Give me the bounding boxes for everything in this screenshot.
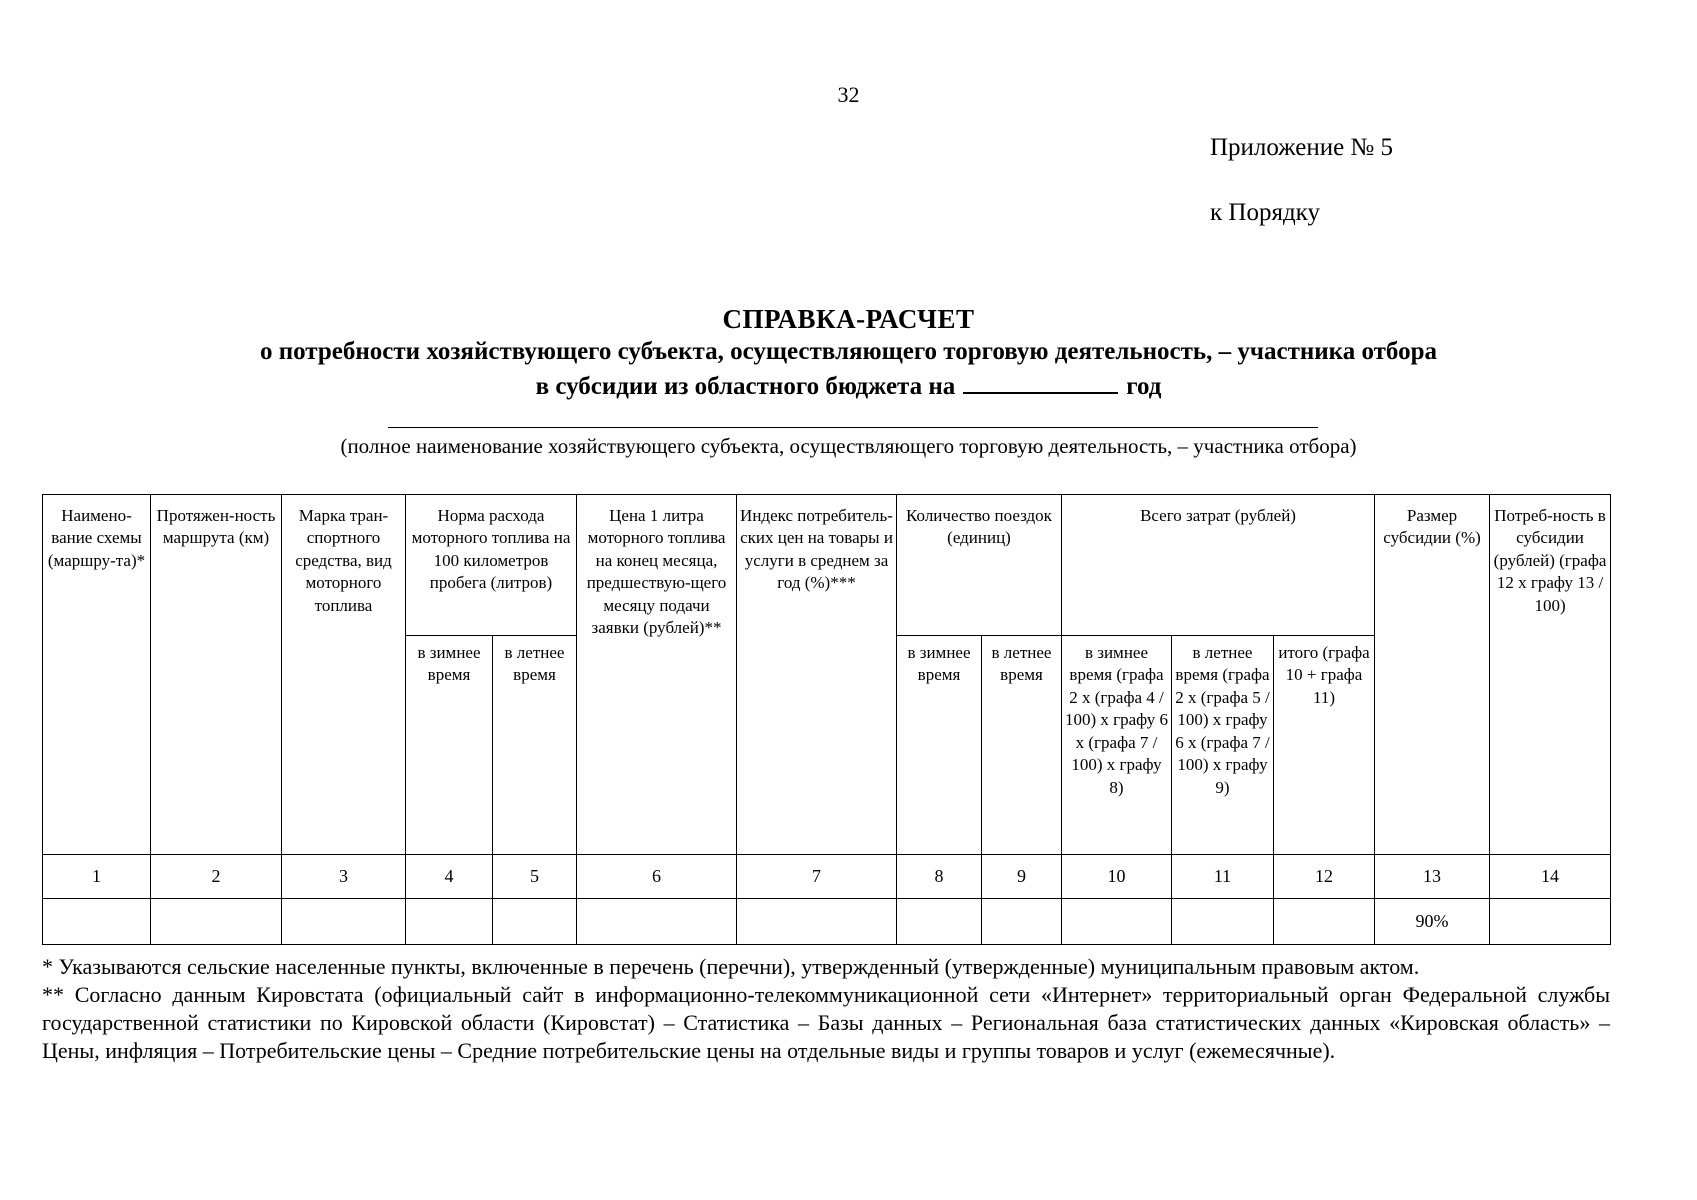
subtitle-text-before: в субсидии из областного бюджета на xyxy=(535,373,956,400)
column-number: 2 xyxy=(151,855,282,899)
column-number-row xyxy=(43,855,1611,899)
header-fuel-rate-group: Норма расхода моторного топлива на 100 километров пробега (литров) xyxy=(406,495,577,636)
year-blank-field[interactable] xyxy=(963,370,1118,394)
header-costs-total: итого (графа 10 + графа 11) xyxy=(1274,636,1375,855)
cell-fuel-winter[interactable] xyxy=(406,899,493,945)
page-number: 32 xyxy=(837,82,860,107)
header-fuel-price: Цена 1 литра моторного топлива на конец месяца, предшествую-щего месяцу подачи заявки (рублей)** xyxy=(577,495,737,855)
header-price-index: Индекс потребитель-ских цен на товары и услуги в среднем за год (%)*** xyxy=(737,495,897,855)
cell-costs-winter[interactable] xyxy=(1062,899,1172,945)
calculation-table xyxy=(42,494,1611,945)
document-subtitle-line1: о потребности хозяйствующего субъекта, осуществляющего торговую деятельность, – участника отбора xyxy=(259,338,1437,365)
cell-trips-winter[interactable] xyxy=(897,899,982,945)
header-costs-summer: в летнее время (графа 2 х (графа 5 / 100) х графу 6 х (графа 7 / 100) х графу 9) xyxy=(1172,636,1274,855)
cell-trips-summer[interactable] xyxy=(982,899,1062,945)
appendix-number: Приложение № 5 xyxy=(1210,134,1394,161)
header-total-costs-group: Всего затрат (рублей) xyxy=(1062,495,1375,636)
table-row xyxy=(43,899,1611,945)
column-number: 10 xyxy=(1062,855,1172,899)
footnote-1: * Указываются сельские населенные пункты, включенные в перечень (перечни), утвержденный (утвержденные) муниципальным правовым актом. xyxy=(42,954,1420,979)
header-subsidy-need: Потреб-ность в субсидии (рублей) (графа 12 х графу 13 / 100) xyxy=(1490,495,1611,855)
cell-subsidy-need[interactable] xyxy=(1490,899,1611,945)
column-number: 9 xyxy=(982,855,1062,899)
header-trips-group: Количество поездок (единиц) xyxy=(897,495,1062,636)
column-number: 1 xyxy=(43,855,151,899)
header-subsidy-size: Размер субсидии (%) xyxy=(1375,495,1490,855)
column-number: 8 xyxy=(897,855,982,899)
header-trips-winter: в зимнее время xyxy=(897,636,982,855)
entity-name-line[interactable] xyxy=(388,427,1318,428)
column-number: 5 xyxy=(493,855,577,899)
cell-route-length[interactable] xyxy=(151,899,282,945)
column-number: 12 xyxy=(1274,855,1375,899)
cell-costs-total[interactable] xyxy=(1274,899,1375,945)
header-costs-winter: в зимнее время (графа 2 х (графа 4 / 100) х графу 6 х (графа 7 / 100) х графу 8) xyxy=(1062,636,1172,855)
cell-route-name[interactable] xyxy=(43,899,151,945)
header-trips-summer: в летнее время xyxy=(982,636,1062,855)
column-number: 11 xyxy=(1172,855,1274,899)
cell-subsidy-size: 90% xyxy=(1375,899,1490,945)
cell-price-index[interactable] xyxy=(737,899,897,945)
header-fuel-summer: в летнее время xyxy=(493,636,577,855)
appendix-reference: к Порядку xyxy=(1210,199,1320,226)
column-number: 7 xyxy=(737,855,897,899)
header-vehicle-brand: Марка тран-спортного средства, вид моторного топлива xyxy=(282,495,406,855)
header-route-length: Протяжен-ность маршрута (км) xyxy=(151,495,282,855)
header-route-name: Наимено-вание схемы (маршру-та)* xyxy=(43,495,151,855)
document-subtitle-line2 xyxy=(0,370,1697,401)
subtitle-text-after: год xyxy=(1126,373,1162,400)
column-number: 3 xyxy=(282,855,406,899)
entity-name-caption: (полное наименование хозяйствующего субъекта, осуществляющего торговую деятельность, – участника отбора) xyxy=(340,434,1357,458)
document-title: СПРАВКА-РАСЧЕТ xyxy=(722,304,975,334)
cell-costs-summer[interactable] xyxy=(1172,899,1274,945)
footnotes xyxy=(42,953,1610,1065)
cell-vehicle-brand[interactable] xyxy=(282,899,406,945)
header-fuel-winter: в зимнее время xyxy=(406,636,493,855)
footnote-2: ** Согласно данным Кировстата (официальный сайт в информационно-телекоммуникационной сети «Интернет» территориальный орган Федеральной службы государственной статистики по Кировской области (Кировстат) – Статистика – Базы данных – Региональная база статистических данных «Кировская область» – Цены, инфляция – Потребительские цены – Средние потребительские цены на отдельные виды и группы товаров и услуг (ежемесячные). xyxy=(42,982,1610,1063)
cell-fuel-price[interactable] xyxy=(577,899,737,945)
column-number: 14 xyxy=(1490,855,1611,899)
column-number: 6 xyxy=(577,855,737,899)
column-number: 4 xyxy=(406,855,493,899)
column-number: 13 xyxy=(1375,855,1490,899)
cell-fuel-summer[interactable] xyxy=(493,899,577,945)
